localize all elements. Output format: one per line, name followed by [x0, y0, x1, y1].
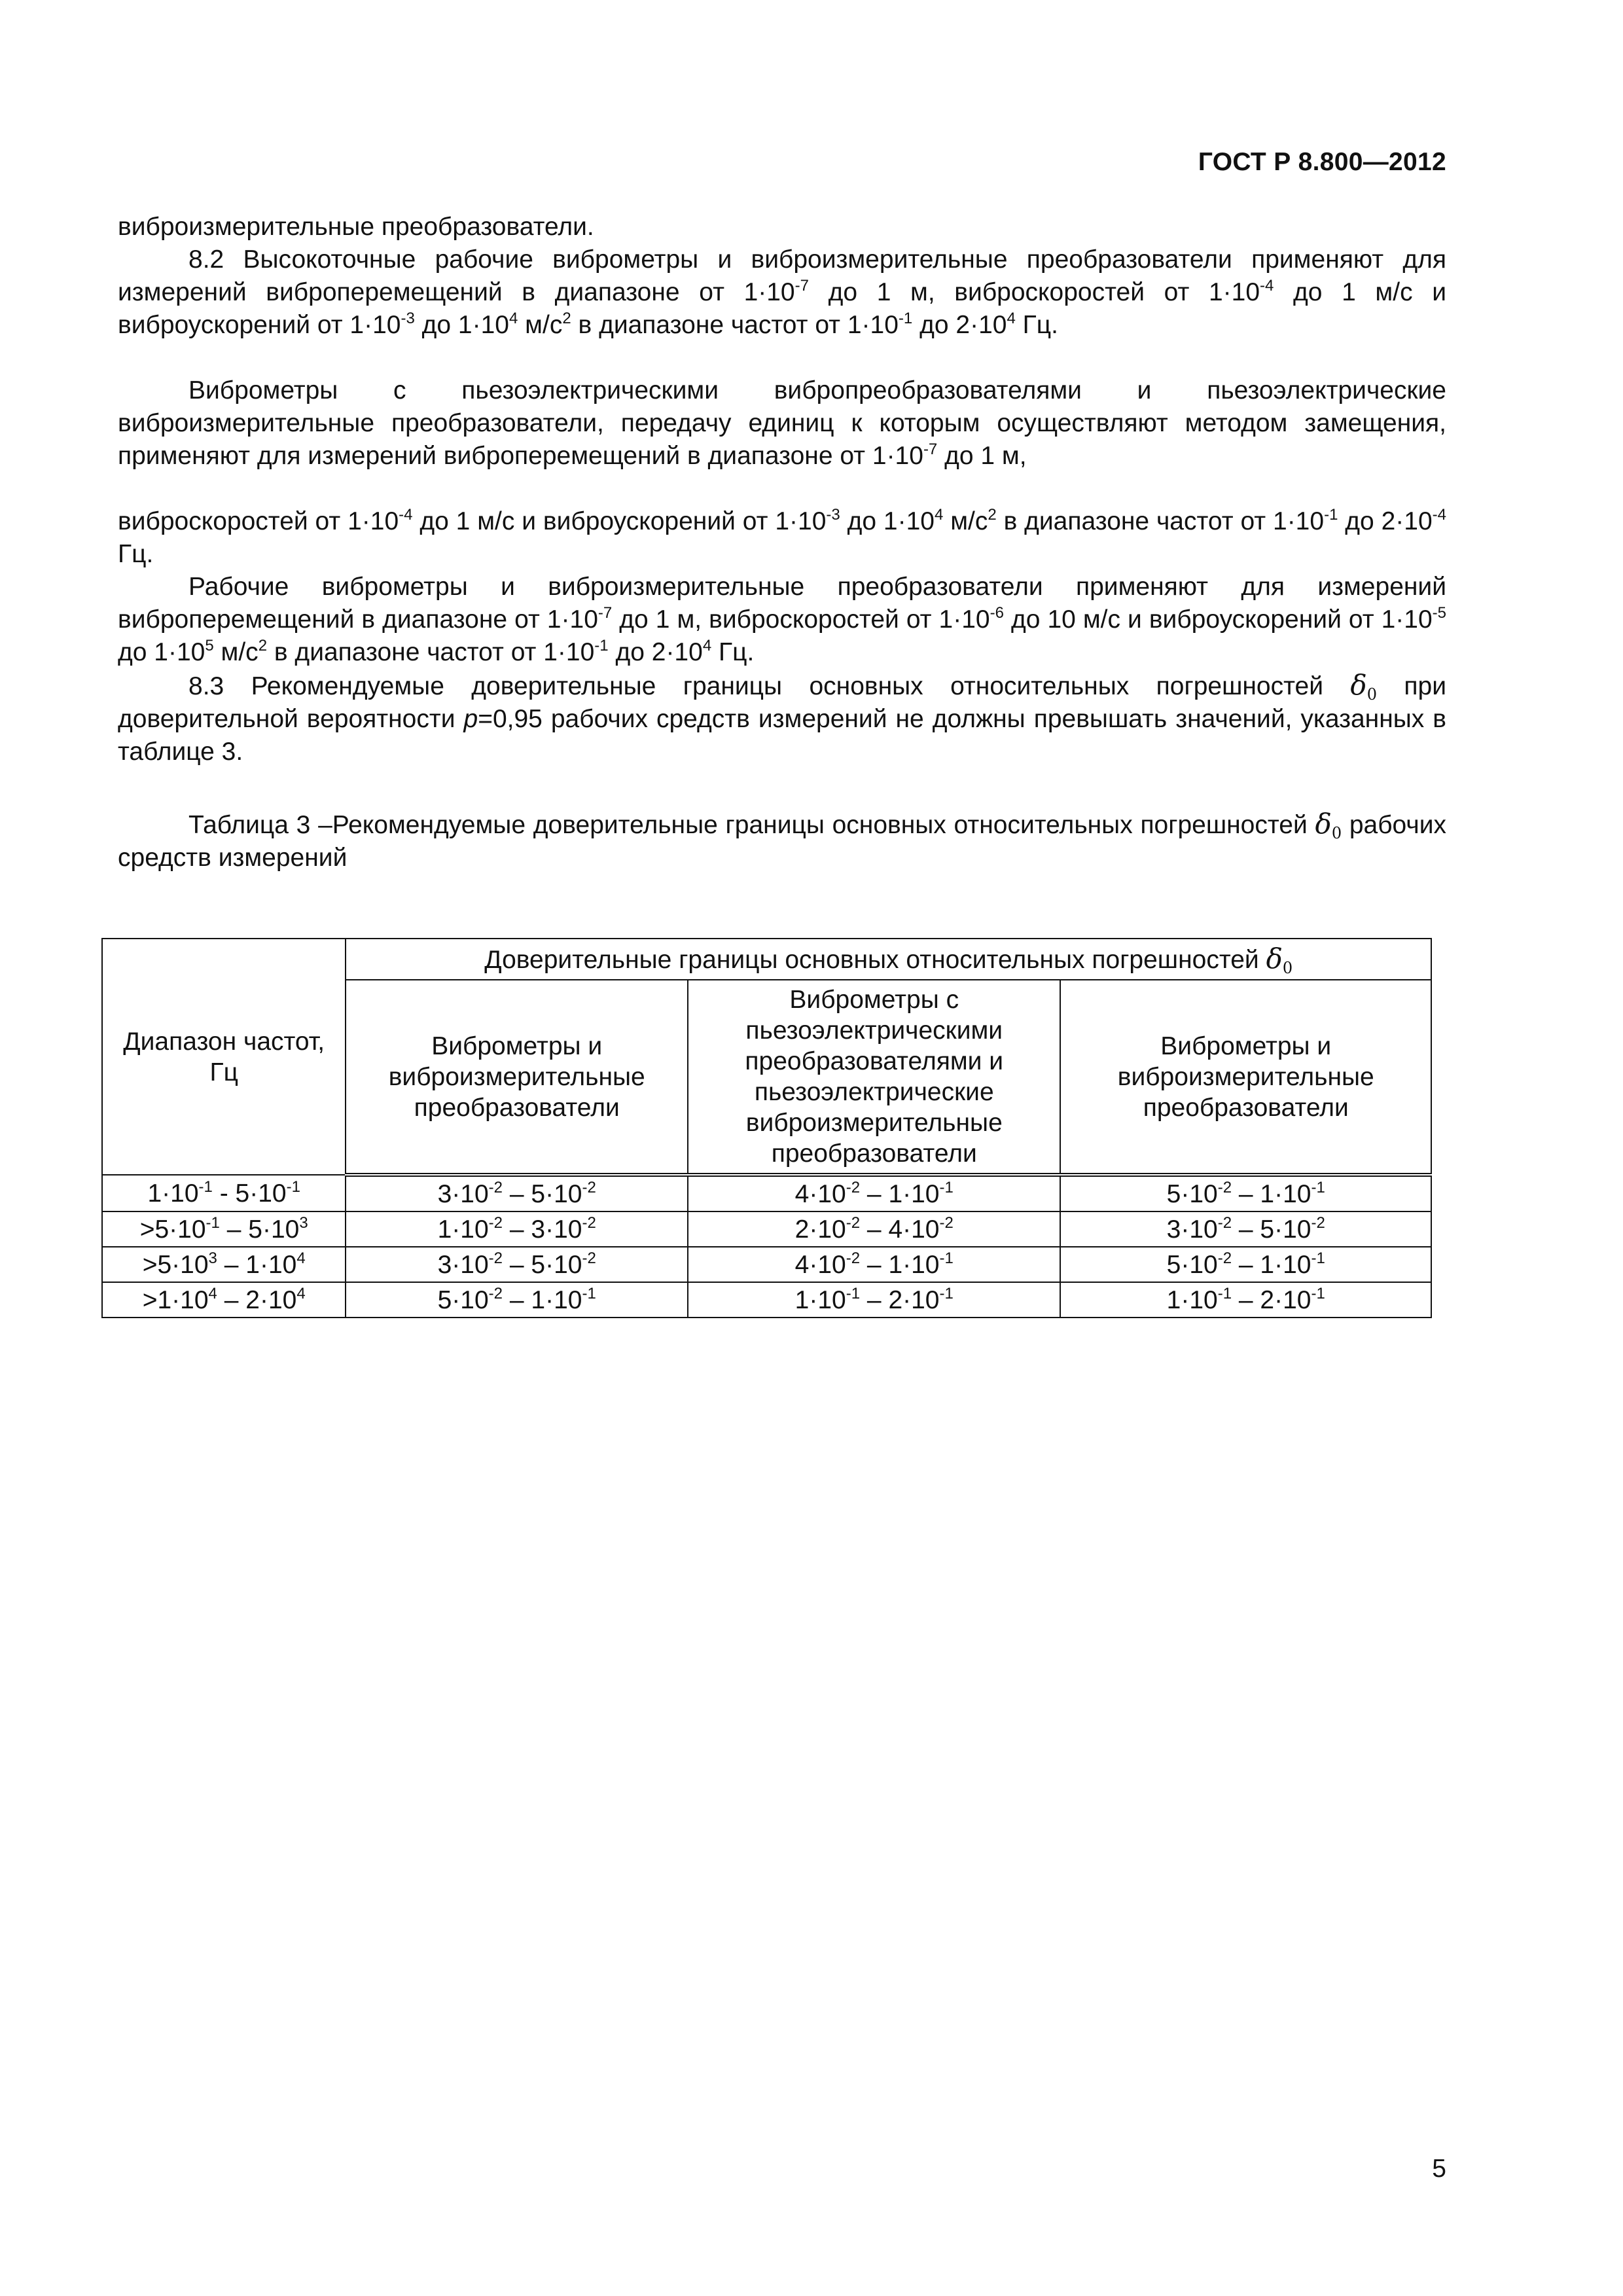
paragraph-piezo-vibrometers: Виброметры с пьезоэлектрическими вибропреобразователями и пьезоэлектрические виброизмерительные преобразователи, передачу единиц к которым осуществляют методом замещения, применяют для измерений виброперемещений в диапазоне от $1\cdot 10^{-7}$ до 1 м, [118, 376, 1446, 470]
delta-symbol: $\delta_0$ [1350, 669, 1377, 704]
cell-frequency-range: $>5\cdot 10^{-1} - 5\cdot 10^3$ [102, 1211, 346, 1247]
header-vibrometers: Виброметры и виброизмерительные преобразователи [346, 980, 688, 1175]
table-caption: Таблица 3 –Рекомендуемые доверительные границы основных относительных погрешностей $\delta_0$ рабочих средств измерений [118, 808, 1446, 872]
header-working-vibrometers: Виброметры и виброизмерительные преобразователи [1060, 980, 1431, 1175]
table-row [102, 1175, 1431, 1211]
paragraph-working-vibrometers: Рабочие виброметры и виброизмерительные преобразователи применяют для измерений виброперемещений в диапазоне от $1\cdot 10^{-7}$ до 1 м, виброскоростей от $1\cdot 10^{-6}$ до 10 м/с и виброускорений от $1\cdot 10^{-5}$ до $1\cdot 10^5$ $м/с^2$ в диапазоне частот от $1\cdot 10^{-1}$ до $2\cdot 10^4$ Гц. [118, 573, 1446, 666]
delta-symbol: $\delta_0$ [1315, 808, 1342, 842]
cell-value: $3\cdot 10^{-2} - 5\cdot 10^{-2}$ [346, 1247, 688, 1282]
cell-frequency-range: $>1\cdot 10^4 - 2\cdot 10^4$ [102, 1282, 346, 1318]
header-piezo-vibrometers: Виброметры с пьезоэлектрическими преобразователями и пьезоэлектрические виброизмерительные преобразователи [688, 980, 1060, 1175]
table-row [102, 1247, 1431, 1282]
cell-frequency-range: $>5\cdot 10^3 - 1\cdot 10^4$ [102, 1247, 346, 1282]
error-limits-table [101, 938, 1432, 1318]
cell-value: $2\cdot 10^{-2} - 4\cdot 10^{-2}$ [688, 1211, 1060, 1247]
paragraph-8-3: 8.3 Рекомендуемые доверительные границы основных относительных погрешностей $\delta_0$ при доверительной вероятности p=0,95 рабочих средств измерений не должны превышать значений, указанных в таблице 3. [118, 669, 1446, 766]
delta-symbol: $\delta_0$ [1266, 942, 1293, 977]
cell-value: $3\cdot 10^{-2} - 5\cdot 10^{-2}$ [346, 1175, 688, 1211]
table-row [102, 1211, 1431, 1247]
cell-value: $1\cdot 10^{-2} - 3\cdot 10^{-2}$ [346, 1211, 688, 1247]
document-code: ГОСТ Р 8.800—2012 [1198, 148, 1446, 176]
cell-value: $4\cdot 10^{-2} - 1\cdot 10^{-1}$ [688, 1175, 1060, 1211]
paragraph-continuation: виброизмерительные преобразователи. [118, 213, 594, 241]
cell-value: $5\cdot 10^{-2} - 1\cdot 10^{-1}$ [1060, 1247, 1431, 1282]
cell-value: $3\cdot 10^{-2} - 5\cdot 10^{-2}$ [1060, 1211, 1431, 1247]
cell-frequency-range: $1\cdot 10^{-1} - 5\cdot 10^{-1}$ [102, 1175, 346, 1211]
table-row [102, 1282, 1431, 1318]
cell-value: $4\cdot 10^{-2} - 1\cdot 10^{-1}$ [688, 1247, 1060, 1282]
header-frequency-range: Диапазон частот, Гц [102, 939, 346, 1175]
cell-value: $5\cdot 10^{-2} - 1\cdot 10^{-1}$ [346, 1282, 688, 1318]
document-body [118, 211, 1446, 874]
paragraph-8-2: 8.2 Высокоточные рабочие виброметры и виброизмерительные преобразователи применяют для измерений виброперемещений в диапазоне от $1\cdot 10^{-7}$ до 1 м, виброскоростей от $1\cdot 10^{-4}$ до 1 м/с и виброускорений от $1\cdot 10^{-3}$ до $1\cdot 10^4$ $м/с^2$ в диапазоне частот от $1\cdot 10^{-1}$ до $2\cdot 10^4$ Гц. [118, 245, 1446, 339]
cell-value: $1\cdot 10^{-1} - 2\cdot 10^{-1}$ [1060, 1282, 1431, 1318]
header-confidence-limits: Доверительные границы основных относительных погрешностей $\delta_0$ [346, 939, 1431, 980]
page-number: 5 [1432, 2155, 1446, 2183]
paragraph-piezo-ranges: виброскоростей от $1\cdot 10^{-4}$ до 1 м/с и виброускорений от $1\cdot 10^{-3}$ до $1\cdot 10^4$ $м/с^2$ в диапазоне частот от $1\cdot 10^{-1}$ до $2\cdot 10^{-4}$ Гц. [118, 506, 1446, 568]
cell-value: $5\cdot 10^{-2} - 1\cdot 10^{-1}$ [1060, 1175, 1431, 1211]
cell-value: $1\cdot 10^{-1} - 2\cdot 10^{-1}$ [688, 1282, 1060, 1318]
